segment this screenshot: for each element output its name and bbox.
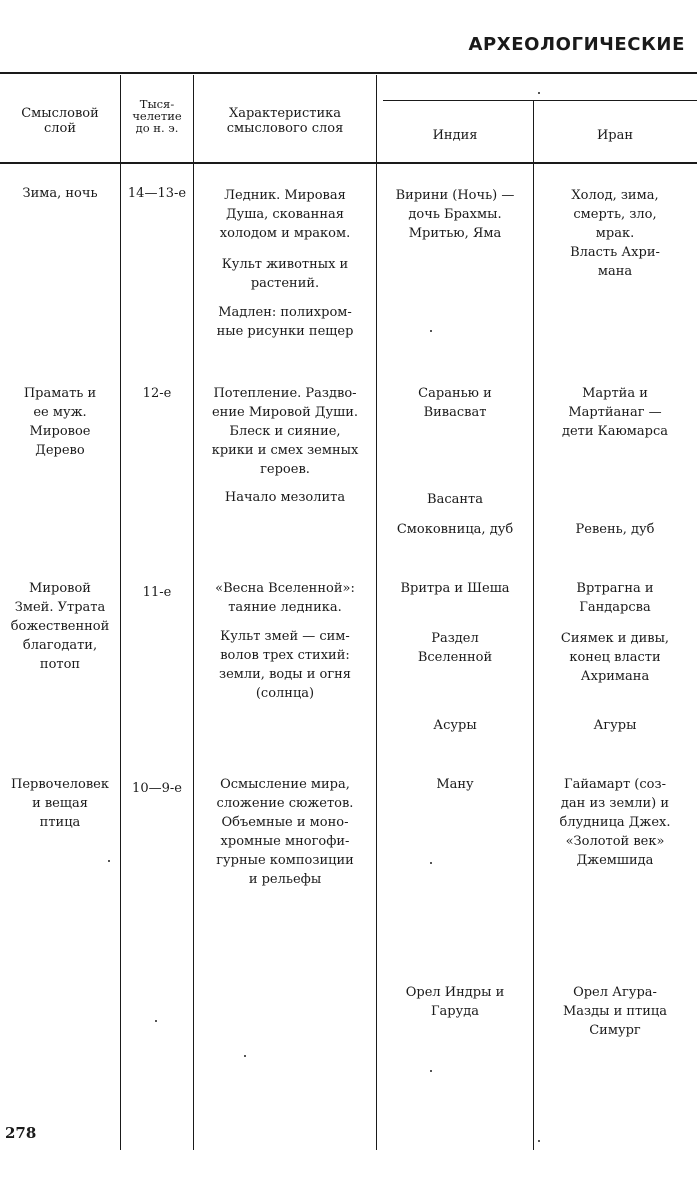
- characteristic-cell: «Весна Вселенной»: таяние ледника.: [215, 581, 355, 615]
- table-top-rule: [0, 72, 697, 74]
- regions-header-rule: [383, 100, 697, 101]
- header-iran: Иран: [596, 128, 634, 143]
- iran-cell: Гайамарт (соз- дан из земли) и блудница Джех. «Золотой век» Джемшида: [559, 777, 671, 868]
- india-cell: Васанта: [427, 492, 483, 507]
- layer-cell: Прамать и ее муж. Мировое Дерево: [23, 386, 97, 458]
- iran-cell: Холод, зима, смерть, зло, мрак. Власть Ахри- мана: [570, 188, 660, 279]
- characteristic-cell: Культ животных и растений.: [221, 257, 349, 291]
- scan-speck: [430, 1070, 432, 1072]
- india-cell: Смоковница, дуб: [396, 522, 514, 537]
- layer-cell: Первочеловек и вещая птица: [10, 777, 109, 830]
- characteristic-cell: Мадлен: полихром- ные рисунки пещер: [216, 305, 354, 339]
- column-divider-3: [376, 75, 377, 1150]
- header-bottom-rule: [0, 162, 697, 164]
- header-millennium: Тыся- челетие до н. э.: [132, 97, 182, 135]
- iran-cell: Сиямек и дивы, конец власти Ахримана: [560, 631, 670, 684]
- characteristic-cell: Ледник. Мировая Душа, скованная холодом и мраком.: [219, 188, 351, 241]
- scan-speck: [430, 862, 432, 864]
- india-cell: Вритра и Шеша: [400, 581, 510, 596]
- scan-speck: [538, 92, 540, 94]
- column-divider-2: [193, 75, 194, 1150]
- iran-cell: Вртрагна и Гандарсва: [576, 581, 654, 615]
- column-divider-1: [120, 75, 121, 1150]
- scan-speck: [108, 860, 110, 862]
- india-cell: Асуры: [433, 718, 477, 733]
- india-cell: Орел Индры и Гаруда: [405, 985, 505, 1019]
- column-divider-4: [533, 101, 534, 1150]
- iran-cell: Ревень, дуб: [575, 522, 655, 537]
- millennium-cell: 11-е: [142, 585, 172, 600]
- iran-cell: Агуры: [593, 718, 637, 733]
- layer-cell: Зима, ночь: [22, 186, 98, 201]
- india-cell: Вирини (Ночь) — дочь Брахмы. Мритью, Яма: [395, 188, 515, 241]
- scan-speck: [244, 1055, 246, 1057]
- millennium-cell: 12-е: [142, 386, 172, 401]
- scan-speck: [430, 330, 432, 332]
- scan-speck: [538, 1140, 540, 1142]
- scan-speck: [155, 1020, 157, 1022]
- characteristic-cell: Осмысление мира, сложение сюжетов. Объемные и моно- хромные многофи- гурные композиции и рельефы: [216, 777, 354, 887]
- running-head: АРХЕОЛОГИЧЕСКИЕ: [468, 34, 685, 55]
- characteristic-cell: Культ змей — сим- волов трех стихий: земли, воды и огня (солнца): [218, 629, 351, 701]
- india-cell: Раздел Вселенной: [417, 631, 493, 665]
- india-cell: Саранью и Вивасват: [418, 386, 492, 420]
- millennium-cell: 10—9-е: [132, 781, 182, 796]
- millennium-cell: 14—13-е: [127, 186, 187, 201]
- iran-cell: Орел Агура- Мазды и птица Симург: [562, 985, 668, 1038]
- characteristic-cell: Потепление. Раздво- ение Мировой Души. Блеск и сияние, крики и смех земных героев.: [211, 386, 359, 477]
- header-india: Индия: [432, 128, 478, 143]
- india-cell: Ману: [436, 777, 474, 792]
- page-number: 278: [5, 1124, 37, 1142]
- header-characteristic: Характеристика смыслового слоя: [226, 106, 344, 136]
- layer-cell: Мировой Змей. Утрата божественной благодати, потоп: [10, 581, 110, 672]
- header-layer: Смысловой слой: [21, 106, 99, 136]
- iran-cell: Мартйа и Мартйанаг — дети Каюмарса: [561, 386, 669, 439]
- characteristic-cell: Начало мезолита: [224, 490, 346, 505]
